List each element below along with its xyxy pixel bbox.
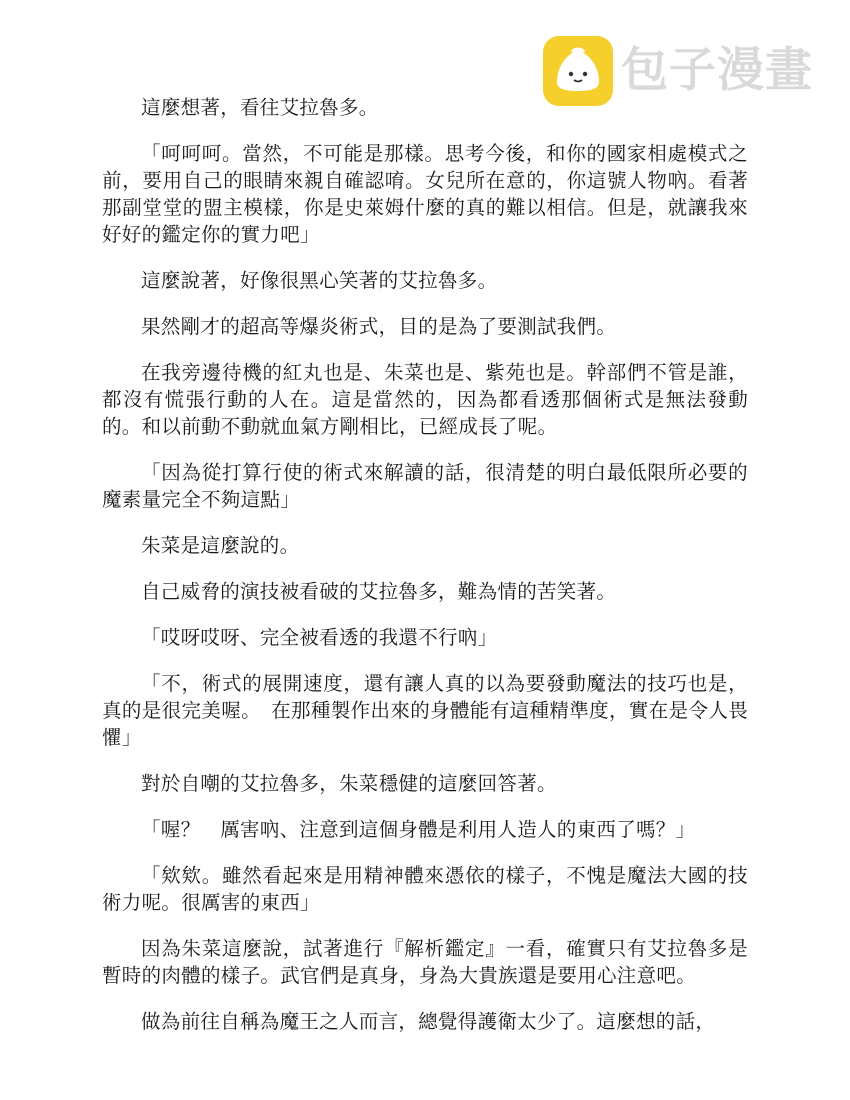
paragraph: 「喔？ 厲害吶、注意到這個身體是利用人造人的東西了嗎？」 [141, 818, 696, 841]
paragraph: 果然剛才的超高等爆炎術式，目的是為了要測試我們。 [141, 315, 617, 338]
paragraph: 「欸欸。雖然看起來是用精神體來憑依的樣子，不愧是魔法大國的技術力呢。很厲害的東西」 [102, 864, 748, 914]
paragraph: 做為前往自稱為魔王之人而言，總覺得護衛太少了。這麼想的話， [141, 1010, 716, 1033]
paragraph: 自己威脅的演技被看破的艾拉魯多，難為情的苦笑著。 [141, 580, 617, 603]
paragraph: 「因為從打算行使的術式來解讀的話，很清楚的明白最低限所必要的魔素量完全不夠這點」 [102, 461, 748, 511]
paragraph: 朱菜是這麼說的。 [141, 534, 300, 557]
watermark-text: 包子漫畫 [621, 43, 813, 98]
paragraph: 「不，術式的展開速度，還有讓人真的以為要發動魔法的技巧也是，真的是很完美喔。 在那種製作出來的身體能有這種精準度，實在是令人畏懼」 [102, 672, 748, 749]
paragraph: 在我旁邊待機的紅丸也是、朱菜也是、紫苑也是。幹部們不管是誰，都沒有慌張行動的人在。這是當然的，因為都看透那個術式是無法發動的。和以前動不動就血氣方剛相比，已經成長了呢。 [102, 361, 748, 438]
paragraph: 因為朱菜這麼說，試著進行『解析鑑定』一看，確實只有艾拉魯多是暫時的肉體的樣子。武官們是真身，身為大貴族還是要用心注意吧。 [102, 937, 748, 987]
paragraph: 對於自嘲的艾拉魯多，朱菜穩健的這麼回答著。 [141, 772, 557, 795]
article-body [102, 94, 748, 1054]
paragraph: 這麼想著，看往艾拉魯多。 [141, 96, 379, 119]
paragraph: 「呵呵呵。當然，不可能是那樣。思考今後，和你的國家相處模式之前，要用自己的眼睛來親自確認唷。女兒所在意的，你這號人物吶。看著那副堂堂的盟主模樣，你是史萊姆什麼的真的難以相信。但是，就讓我來好好的鑑定你的實力吧」 [102, 142, 748, 246]
paragraph: 「哎呀哎呀、完全被看透的我還不行吶」 [141, 626, 498, 649]
paragraph: 這麼說著，好像很黑心笑著的艾拉魯多。 [141, 269, 498, 292]
